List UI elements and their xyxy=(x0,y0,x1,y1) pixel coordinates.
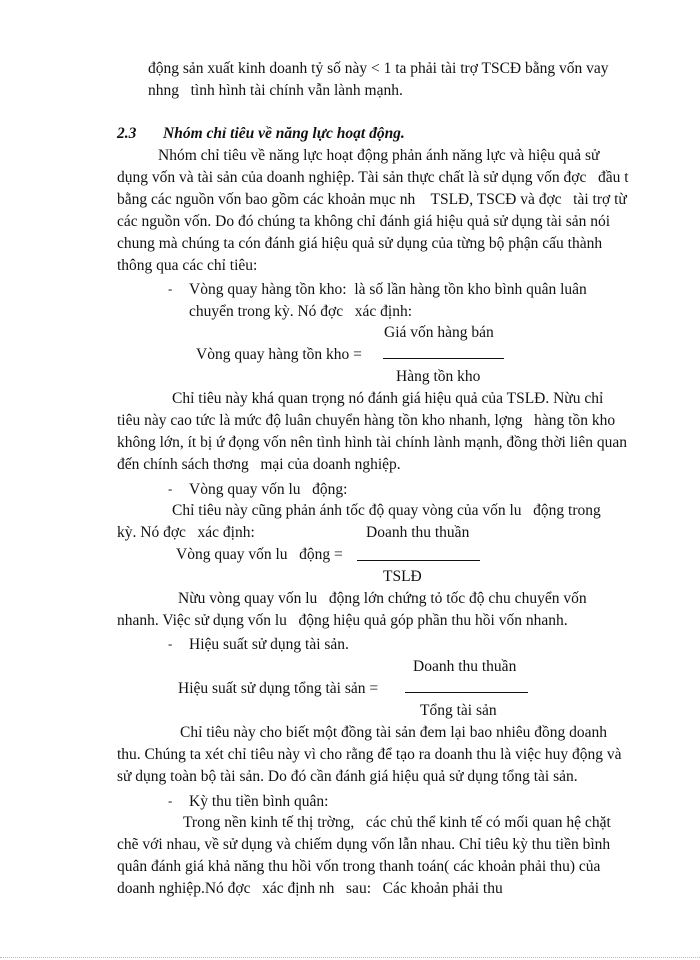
formula-denominator: Hàng tồn kho xyxy=(396,368,481,385)
formula-label: Vòng quay hàng tồn kho = xyxy=(196,346,362,363)
page-bottom-divider xyxy=(0,957,700,958)
bullet-text: Hiệu suất sử dụng tài sản. xyxy=(189,636,349,653)
bullet-text: Kỳ thu tiền bình quân: xyxy=(189,793,329,810)
fraction-bar xyxy=(383,358,504,359)
paragraph-line: bằng các nguồn vốn bao gồm các khoản mục nh TSLĐ, TSCĐ và đợc tài trợ từ xyxy=(117,191,627,208)
paragraph-line: không lớn, ít bị ứ đọng vốn nên tình hình tài chính lành mạnh, đồng thời liên quan xyxy=(117,434,627,451)
paragraph-line: sử dụng toàn bộ tài sản. Do đó cần đánh giá hiệu quả sử dụng tổng tài sản. xyxy=(117,768,578,785)
paragraph-line: động sản xuất kinh doanh tỷ số này < 1 ta phải tài trợ TSCĐ bằng vốn vay xyxy=(148,60,609,77)
formula-numerator: Doanh thu thuần xyxy=(413,658,517,675)
paragraph-line: thu. Chúng ta xét chỉ tiêu này vì cho rằng để tạo ra doanh thu là việc huy động và xyxy=(117,746,622,763)
paragraph-line: nhng tình hình tài chính vẫn lành mạnh. xyxy=(148,82,403,99)
paragraph-line: kỳ. Nó đợc xác định: xyxy=(117,524,255,541)
paragraph-line: chung mà chúng ta cón đánh giá hiệu quả sử dụng của từng bộ phận cấu thành xyxy=(117,235,603,252)
paragraph-line: tiêu này cao tức là mức độ luân chuyển hàng tồn kho nhanh, lợng hàng tồn kho xyxy=(117,412,616,429)
paragraph-line: nhanh. Việc sử dụng vốn lu động hiệu quả góp phần thu hồi vốn nhanh. xyxy=(117,612,568,629)
section-title: Nhóm chỉ tiêu về năng lực hoạt động. xyxy=(163,125,405,142)
formula-denominator: TSLĐ xyxy=(383,568,422,585)
bullet-dash: - xyxy=(168,281,173,296)
paragraph-line: Nhóm chỉ tiêu về năng lực hoạt động phản ánh năng lực và hiệu quả sử xyxy=(158,147,600,164)
paragraph-line: doanh nghiệp.Nó đợc xác định nh sau: Các khoản phải thu xyxy=(117,880,503,897)
fraction-bar xyxy=(357,560,480,561)
bullet-text: Vòng quay hàng tồn kho: là số lần hàng tồn kho bình quân luân xyxy=(189,281,587,298)
paragraph-line: Chỉ tiêu này cũng phản ánh tốc độ quay vòng của vốn lu động trong xyxy=(172,502,601,519)
formula-numerator: Doanh thu thuần xyxy=(366,524,470,541)
bullet-dash: - xyxy=(168,481,173,496)
bullet-dash: - xyxy=(168,793,173,808)
paragraph-line: Nừu vòng quay vốn lu động lớn chứng tỏ tốc độ chu chuyển vốn xyxy=(178,590,587,607)
formula-label: Vòng quay vốn lu động = xyxy=(176,546,343,563)
paragraph-line: Trong nền kinh tế thị trờng, các chủ thể kinh tế có mối quan hệ chặt xyxy=(183,814,611,831)
fraction-bar xyxy=(405,692,528,693)
paragraph-line: đến chính sách thơng mại của doanh nghiệp. xyxy=(117,456,401,473)
paragraph-line: dụng vốn và tài sản của doanh nghiệp. Tài sản thực chất là sử dụng vốn đợc đầu t xyxy=(117,169,629,186)
paragraph-line: thông qua các chỉ tiêu: xyxy=(117,257,258,274)
paragraph-line: các nguồn vốn. Do đó chúng ta không chỉ đánh giá hiệu quả sử dụng tài sản nói xyxy=(117,213,611,230)
paragraph-line: Chỉ tiêu này khá quan trọng nó đánh giá hiệu quả của TSLĐ. Nừu chỉ xyxy=(172,390,604,407)
formula-label: Hiệu suất sử dụng tổng tài sản = xyxy=(178,680,379,697)
formula-denominator: Tổng tài sản xyxy=(420,702,497,719)
paragraph-line: chẽ với nhau, về sử dụng và chiếm dụng vốn lẫn nhau. Chỉ tiêu kỳ thu tiền bình xyxy=(117,836,611,853)
bullet-dash: - xyxy=(168,636,173,651)
section-number: 2.3 xyxy=(117,125,137,142)
bullet-text: chuyển trong kỳ. Nó đợc xác định: xyxy=(189,303,412,320)
paragraph-line: Chỉ tiêu này cho biết một đồng tài sản đem lại bao nhiêu đồng doanh xyxy=(180,724,608,741)
bullet-text: Vòng quay vốn lu động: xyxy=(189,481,348,498)
paragraph-line: quân đánh giá khả năng thu hồi vốn trong thanh toán( các khoản phải thu) của xyxy=(117,858,601,875)
formula-numerator: Giá vốn hàng bán xyxy=(384,324,494,341)
